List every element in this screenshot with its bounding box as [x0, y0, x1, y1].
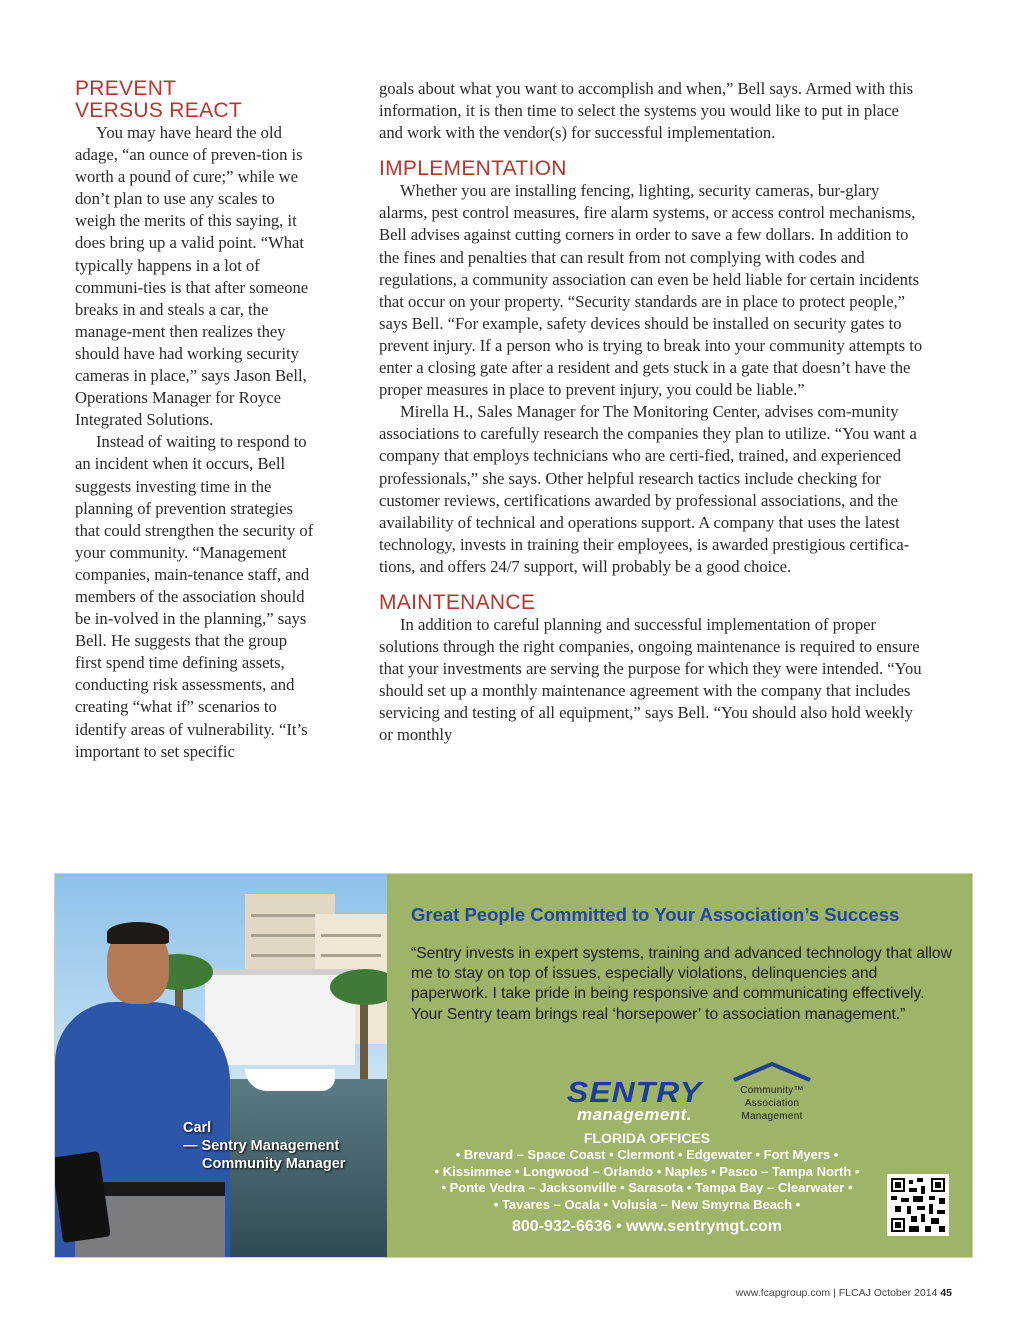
roof-icon [730, 1060, 814, 1082]
ad-text-panel [387, 874, 972, 1257]
cam-logo [727, 1060, 817, 1123]
paragraph: Mirella H., Sales Manager for The Monitoring Center, advises com-munity associations to carefully research the companies they plan to utilize. “You want a company that employs technicians who are certi-fied, trained, and experienced professionals,” she says. Other helpful research tactics include checking for customer reviews, certifications awarded by professional associations, and the availability of technical and operations support. A company that uses the latest technology, invests in training their employees, is awarded prestigious certifica-tions, and offers 24/7 support, will probably be a good choice. [379, 402, 917, 576]
cam-line: Community™ [740, 1085, 804, 1096]
heading-implementation: IMPLEMENTATION [379, 157, 567, 181]
heading-line-2: VERSUS REACT [75, 99, 242, 122]
left-column [75, 78, 315, 763]
footer-publication: FLCAJ [838, 1287, 871, 1299]
boat-illustration [245, 1069, 335, 1091]
paragraph: Instead of waiting to respond to an incident when it occurs, Bell suggests investing time in the planning of prevention strategies that could strengthen the security of your community. “Management companies, main-tenance staff, and members of the association should be in-volved in the planning,” says Bell. He suggests that the group first spend time defining assets, conducting risk assessments, and creating “what if” scenarios to identify areas of vulnerability. “It’s important to set specific [75, 432, 314, 761]
contact-info[interactable]: 800-932-6636 • www.sentrymgt.com [511, 1217, 782, 1235]
person-hair [107, 922, 169, 944]
paragraph: goals about what you want to accomplish and when,” Bell says. Armed with this information, it is then time to select the systems you would like to put in place and work with the vendor(s) for successful implementation. [379, 79, 914, 143]
sentry-advertisement [54, 873, 973, 1258]
offices-line: • Brevard – Space Coast • Clermont • Edgewater • Fort Myers • [455, 1146, 839, 1162]
page-number: 45 [940, 1287, 952, 1299]
caption-company: — Sentry Management [183, 1138, 340, 1154]
logo-word-sentry: SENTRY [566, 1075, 703, 1109]
paragraph: In addition to careful planning and successful implementation of proper solutions through the right companies, ongoing maintenance is required to ensure that your investments are serving the purpose for which they were intended. “You should set up a monthly maintenance agreement with the company that includes servicing and testing of all equipment,” says Bell. “You should also hold weekly or monthly [379, 614, 922, 745]
cam-line: Association [744, 1098, 800, 1109]
footer-separator: | [833, 1287, 836, 1299]
offices-title: FLORIDA OFFICES [583, 1130, 711, 1146]
footer-site[interactable]: www.fcapgroup.com [735, 1287, 831, 1299]
heading-maintenance: MAINTENANCE [379, 590, 536, 614]
page-footer [730, 1287, 952, 1299]
photo-caption [183, 1119, 345, 1173]
right-column [379, 78, 924, 747]
ad-photo [55, 874, 387, 1257]
sentry-logo [547, 1075, 722, 1124]
offices-line: • Ponte Vedra – Jacksonville • Sarasota • Tampa Bay – Clearwater • [441, 1180, 853, 1196]
ad-title: Great People Committed to Your Association’s Success [411, 904, 900, 925]
caption-role: Community Manager [202, 1156, 346, 1172]
cam-line: Management [741, 1111, 803, 1122]
paragraph: You may have heard the old adage, “an ounce of preven-tion is worth a pound of cure;” while we don’t plan to use any scales to weigh the merits of this saying, it does bring up a valid point. “What typically happens in a lot of communi-ties is that after someone breaks in and steals a car, the manage-ment then realizes they should have had working security cameras in place,” says Jason Bell, Operations Manager for Royce Integrated Solutions. [75, 123, 309, 430]
offices-line: • Kissimmee • Longwood – Orlando • Naples • Pasco – Tampa North • [434, 1163, 860, 1179]
heading-line-1: PREVENT [75, 77, 177, 100]
offices-list [407, 1130, 887, 1236]
logo-word-management: management. [576, 1105, 693, 1124]
offices-line: • Tavares – Ocala • Volusia – New Smyrna Beach • [493, 1197, 801, 1213]
caption-name: Carl [183, 1120, 212, 1136]
qr-code-icon[interactable] [887, 1174, 949, 1236]
paragraph: Whether you are installing fencing, lighting, security cameras, bur-glary alarms, pest control measures, fire alarm systems, or access control mechanisms, Bell advises against cutting corners in order to save a few dollars. In addition to the fines and penalties that can result from not complying with codes and regulations, a community association can even be held liable for certain incidents that occur on your property. “Security standards are in place to protect people,” says Bell. “For example, safety devices should be installed on security gates to prevent injury. If a person who is trying to break into your community attempts to enter a closing gate after a resident and gets stuck in a gate that doesn’t have the proper measures in place to prevent injury, you could be liable.” [379, 181, 923, 400]
ad-quote: “Sentry invests in expert systems, training and advanced technology that allow me to stay on top of issues, especially violations, delinquencies and paperwork. I take pride in being responsive and communicating effectively. Your Sentry team brings real ‘horsepower’ to association management.” [411, 945, 952, 1023]
footer-issue: October 2014 [873, 1287, 938, 1299]
heading-prevent-versus-react [75, 78, 315, 122]
